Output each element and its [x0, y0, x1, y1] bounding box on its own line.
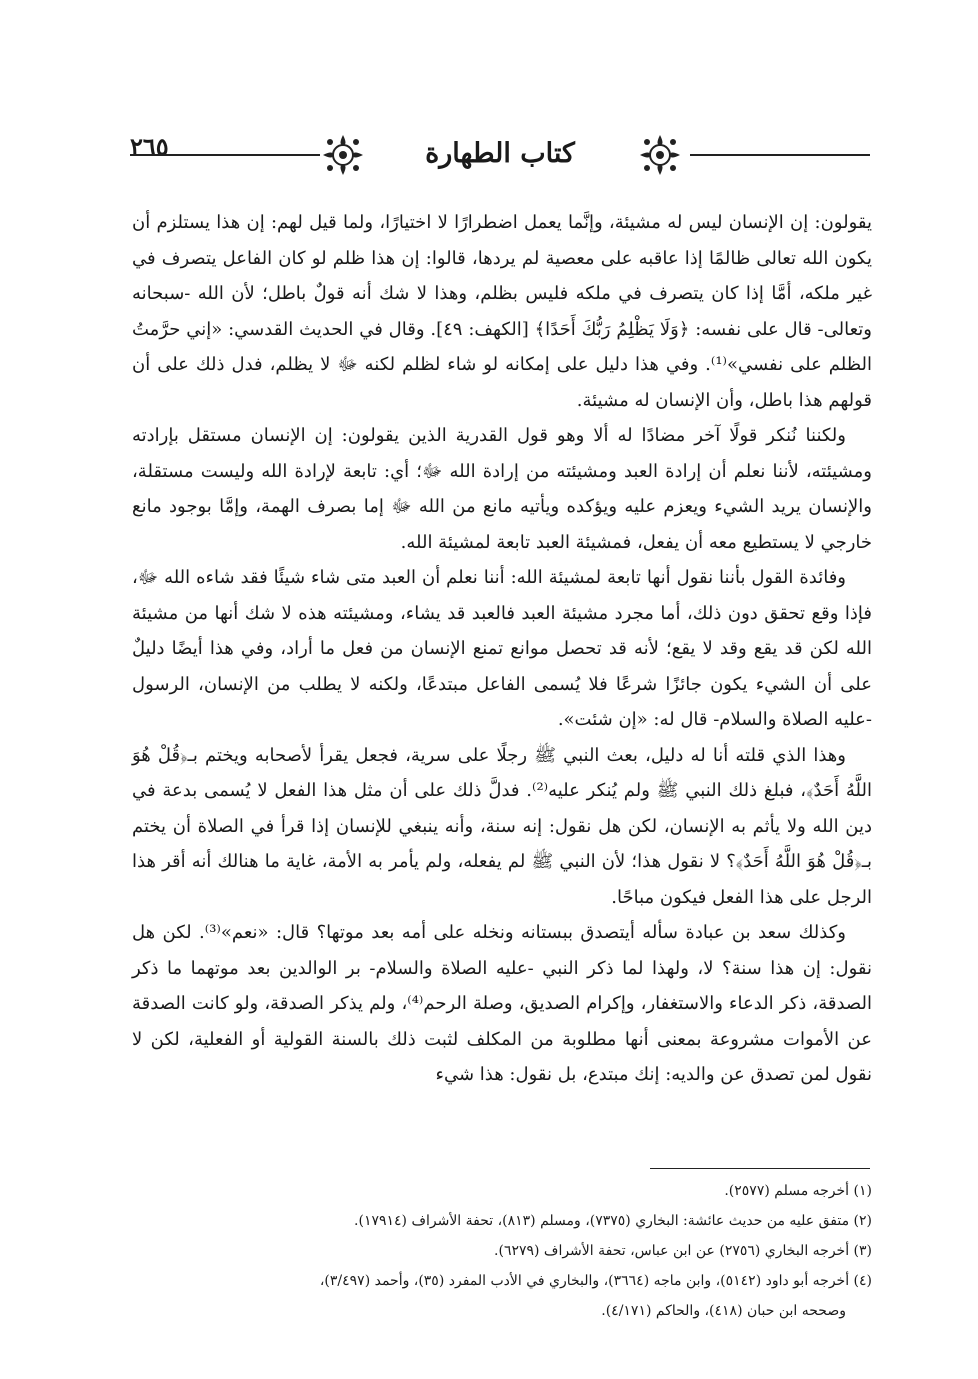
footnote-divider: [650, 1168, 870, 1169]
paragraph: وهذا الذي قلته أنا له دليل، بعث النبي ﷺ رجلًا على سرية، فجعل يقرأ لأصحابه ويختم بـ﴿قُلْ هُوَ اللَّهُ أَحَدٌ﴾، فبلغ ذلك النبي ﷺ ولم يُنكر عليه⁽²⁾. فدلَّ ذلك على أن مثل هذا الفعل لا يُسمى بدعة في دين الله ولا يأثم به الإنسان، لكن هل نقول: إنه سنة، وأنه ينبغي للإنسان إذا قرأ في الصلاة أن يختم بـ﴿قُلْ هُوَ اللَّهُ أَحَدٌ﴾؟ لا نقول هذا؛ لأن النبي ﷺ لم يفعله، ولم يأمر به الأمة، غاية ما هنالك أنه أقر هذا الرجل على هذا الفعل فيكون مباحًا.: [132, 744, 872, 908]
header-rule-right: [690, 154, 870, 156]
ornament-left-icon: [318, 130, 368, 180]
footnotes: [132, 1176, 872, 1326]
paragraph: يقولون: إن الإنسان ليس له مشيئة، وإنَّما يعمل اضطرارًا لا اختيارًا، ولما قيل لهم: إن هذا يستلزم أن يكون الله تعالى ظالمًا إذا عاقبه على معصية لم يردها، قالوا: إن هذا ظلم لو كان الفاعل يتصرف في غير ملكه، أمَّا إذا كان يتصرف في ملكه فليس بظلم، وهذا لا شك أنه قولٌ باطل؛ لأن الله -سبحانه وتعالى- قال على نفسه: ﴿وَلَا يَظْلِمُ رَبُّكَ أَحَدًا﴾ [الكهف: ٤٩]. وقال في الحديث القدسي: «إني حرَّمتُ الظلم على نفسي»⁽¹⁾. وفي هذا دليل على إمكانه لو شاء لظلم لكنه ﷻ لا يظلم، فدل ذلك على أن قولهم هذا باطل، وأن الإنسان له مشيئة.: [132, 212, 872, 411]
paragraph: ولكننا نُنكر قولًا آخر مضادًا له ألا وهو قول القدرية الذين يقولون: إن الإنسان مستقل بإرادته ومشيئته، لأننا نعلم أن إرادة العبد ومشيئته من إرادة الله ﷻ؛ أي: تابعة لإرادة الله وليست مستقلة، والإنسان يريد الشيء ويعزم عليه ويؤكده ويأتيه مانع من الله ﷻ إما بصرف الهمة، وإمَّا بوجود مانع خارجي لا يستطيع معه أن يفعل، فمشيئة العبد تابعة لمشيئة الله.: [132, 425, 872, 553]
page-number: ٢٦٥: [130, 132, 169, 161]
footnote: (١) أخرجه مسلم (٢٥٧٧).: [724, 1183, 872, 1199]
ornament-right-icon: [635, 130, 685, 180]
paragraph: وفائدة القول بأننا نقول أنها تابعة لمشيئة الله: أننا نعلم أن العبد متى شاء شيئًا فقد شاءه الله ﷻ، فإذا وقع تحقق دون ذلك، أما مجرد مشيئة العبد فالعبد قد يشاء، ومشيئته هذه لا شك أنها من مشيئة الله لكن قد يقع وقد لا يقع؛ لأنه قد تحصل موانع تمنع الإنسان من فعل ما أراد، وفي هذا أيضًا دليلٌ على أن الشيء يكون جائزًا شرعًا فلا يُسمى الفاعل مبتدعًا، ولكنه لا يطلب من الإنسان، الرسول -عليه الصلاة والسلام- قال له: «إن شئت».: [132, 567, 872, 730]
paragraph: وكذلك سعد بن عبادة سأله أيتصدق ببستانه ونخله على أمه بعد موتها؟ قال: «نعم»⁽³⁾. لكن هل نقول: إن هذا سنة؟ لا، ولهذا لما ذكر النبي -عليه الصلاة والسلام- بر الوالدين بعد موتهما ما ذكر الصدقة، ذكر الدعاء والاستغفار، وإكرام الصديق، وصلة الرحم⁽⁴⁾، ولم يذكر الصدقة، ولو كانت الصدقة عن الأموات مشروعة بمعنى أنها مطلوبة من المكلف لثبت ذلك بالسنة القولية أو الفعلية، لكن لا نقول لمن تصدق عن والديه: إنك مبتدع، بل نقول: هذا شيء: [132, 922, 873, 1085]
footnote: (٢) متفق عليه من حديث عائشة: البخاري (٧٣٧٥)، ومسلم (٨١٣)، تحفة الأشراف (١٧٩١٤).: [354, 1213, 872, 1229]
body-text: [132, 205, 872, 1093]
footnote-continuation: وصححه ابن حبان (٤١٨)، والحاكم (٤/١٧١).: [601, 1303, 846, 1319]
footnote: (٣) أخرجه البخاري (٢٧٥٦) عن ابن عباس، تحفة الأشراف (٦٢٧٩).: [494, 1243, 872, 1259]
footnote: (٤) أخرجه أبو داود (٥١٤٢)، وابن ماجه (٣٦٦٤)، والبخاري في الأدب المفرد (٣٥)، وأحمد (٣/٤٩٧)،: [319, 1273, 872, 1289]
page-header: [130, 120, 870, 200]
header-rule-left: [130, 154, 320, 156]
page-title: كتاب الطهارة: [425, 138, 575, 169]
